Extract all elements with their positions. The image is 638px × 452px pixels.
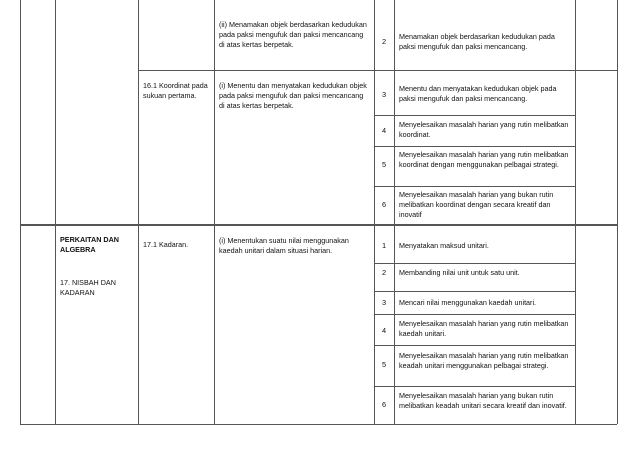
row-divider bbox=[374, 263, 575, 264]
performance-level: 5 bbox=[381, 360, 387, 369]
level-descriptor: Menyatakan maksud unitari. bbox=[399, 241, 489, 250]
learning-objective: (ii) Menamakan objek berdasarkan kedudukan pada paksi mengufuk dan paksi mencancang di atas kertas berpetak. bbox=[219, 20, 367, 49]
level-descriptor: Menyelesaikan masalah harian yang rutin melibatkan kaedah unitari. bbox=[399, 319, 569, 338]
performance-level: 3 bbox=[381, 90, 387, 99]
performance-level: 2 bbox=[381, 37, 387, 46]
grid-line bbox=[394, 0, 395, 424]
grid-line bbox=[575, 0, 576, 424]
learning-objective: (i) Menentu dan menyatakan kedudukan objek pada paksi mengufuk dan paksi mencancang di atas kertas berpetak. bbox=[219, 81, 367, 110]
performance-level: 4 bbox=[381, 126, 387, 135]
row-divider bbox=[374, 146, 575, 147]
level-descriptor: Mencari nilai menggunakan kaedah unitari. bbox=[399, 298, 537, 307]
level-descriptor: Menyelesaikan masalah harian yang bukan rutin melibatkan koordinat dengan secara kreatif dan inovatif bbox=[399, 190, 554, 219]
performance-level: 5 bbox=[381, 160, 387, 169]
grid-line bbox=[617, 0, 618, 424]
performance-level: 6 bbox=[381, 400, 387, 409]
learning-area: PERKAITAN DAN ALGEBRA bbox=[60, 235, 119, 254]
level-descriptor: Membanding nilai unit untuk satu unit. bbox=[399, 268, 520, 277]
block-divider bbox=[20, 224, 617, 226]
grid-line bbox=[20, 0, 21, 424]
row-divider bbox=[20, 424, 617, 425]
level-descriptor: Menyelesaikan masalah harian yang rutin melibatkan koordinat. bbox=[399, 120, 569, 139]
learning-standard: 16.1 Koordinat pada sukuan pertama. bbox=[143, 81, 208, 100]
performance-level: 2 bbox=[381, 268, 387, 277]
row-divider bbox=[138, 70, 617, 71]
performance-level: 1 bbox=[381, 241, 387, 250]
level-descriptor: Menyelesaikan masalah harian yang rutin melibatkan keadah unitari menggunakan pelbagai strategi. bbox=[399, 351, 569, 370]
row-divider bbox=[374, 291, 575, 292]
performance-level: 3 bbox=[381, 298, 387, 307]
learning-standard: 17.1 Kadaran. bbox=[143, 240, 189, 249]
learning-objective: (i) Menentukan suatu nilai menggunakan kaedah unitari dalam situasi harian. bbox=[219, 236, 349, 255]
row-divider bbox=[374, 345, 575, 346]
row-divider bbox=[374, 186, 575, 187]
performance-level: 4 bbox=[381, 326, 387, 335]
performance-level: 6 bbox=[381, 200, 387, 209]
level-descriptor: Menyelesaikan masalah harian yang rutin melibatkan koordinat dengan menggunakan pelbagai strategi. bbox=[399, 150, 569, 169]
level-descriptor: Menyelesaikan masalah harian yang bukan rutin melibatkan keadah unitari secara kreatif dan inovatif. bbox=[399, 391, 567, 410]
grid-line bbox=[55, 0, 56, 424]
row-divider bbox=[374, 386, 575, 387]
row-divider bbox=[374, 314, 575, 315]
row-divider bbox=[374, 115, 575, 116]
grid-line bbox=[214, 0, 215, 424]
topic-title: 17. NISBAH DAN KADARAN bbox=[60, 278, 116, 297]
level-descriptor: Menamakan objek berdasarkan kedudukan pada paksi mengufuk dan paksi mencancang. bbox=[399, 32, 555, 51]
grid-line bbox=[138, 0, 139, 424]
level-descriptor: Menentu dan menyatakan kedudukan objek pada paksi mengufuk dan paksi mencancang. bbox=[399, 84, 557, 103]
